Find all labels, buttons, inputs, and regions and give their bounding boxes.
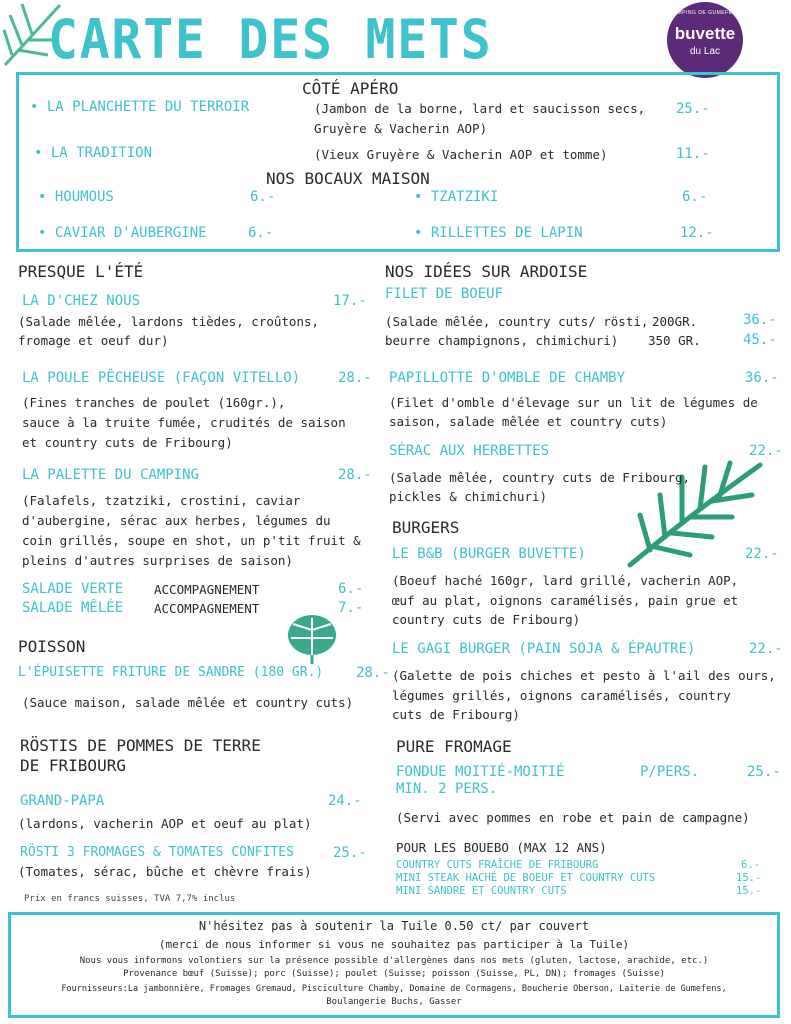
planchette-name: LA PLANCHETTE DU TERROIR bbox=[46, 99, 250, 115]
fondue-name-2: MIN. 2 PERS. bbox=[396, 781, 498, 797]
poisson-heading: POISSON bbox=[18, 637, 86, 656]
bouebo-country-name: COUNTRY CUTS FRAÎCHE DE FRIBOURG bbox=[396, 859, 599, 871]
rosti-fromages-desc: (Tomates, sérac, bûche et chèvre frais) bbox=[18, 864, 312, 879]
grandpapa-name: GRAND-PAPA bbox=[20, 793, 105, 809]
grandpapa-desc: (lardons, vacherin AOP et oeuf au plat) bbox=[18, 816, 312, 831]
page-title: CARTE DES METS bbox=[48, 8, 493, 71]
filet-weight-1: 200GR. bbox=[652, 314, 698, 329]
houmous-name: HOUMOUS bbox=[54, 189, 114, 205]
papillotte-name: PAPILLOTTE D'OMBLE DE CHAMBY bbox=[389, 370, 626, 386]
papillotte-desc-2: saison, salade mêlée et country cuts) bbox=[389, 414, 668, 429]
fondue-desc: (Servi avec pommes en robe et pain de campagne) bbox=[396, 810, 750, 825]
tzatziki-name: TZATZIKI bbox=[430, 189, 499, 205]
serac-name: SÉRAC AUX HERBETTES bbox=[389, 443, 550, 459]
rostis-heading-1: RÖSTIS DE POMMES DE TERRE bbox=[20, 736, 261, 755]
houmous-price: 6.- bbox=[250, 189, 276, 205]
serac-price: 22.- bbox=[749, 443, 783, 459]
bouebo-steak-price: 15.- bbox=[736, 872, 762, 884]
bocaux-heading: NOS BOCAUX MAISON bbox=[266, 169, 430, 188]
palette-name: LA PALETTE DU CAMPING bbox=[22, 467, 200, 483]
houmous-item: • HOUMOUS bbox=[38, 189, 114, 205]
tradition-price: 11.- bbox=[676, 146, 710, 162]
caviar-price: 6.- bbox=[248, 225, 274, 241]
serac-desc-1: (Salade mêlée, country cuts de Fribourg, bbox=[389, 470, 691, 485]
logo-main-text: buvette bbox=[674, 24, 736, 43]
planchette-price: 25.- bbox=[676, 101, 710, 117]
salade-verte-label: ACCOMPAGNEMENT bbox=[154, 582, 260, 597]
ete-heading: PRESQUE L'ÉTÉ bbox=[18, 262, 144, 281]
footer-line-1: N'hésitez pas à soutenir la Tuile 0.50 ct/ par couvert bbox=[198, 919, 590, 933]
chez-nous-price: 17.- bbox=[333, 293, 367, 309]
footer-line-4: Provenance bœuf (Suisse); porc (Suisse); poulet (Suisse; poisson (Suisse, PL, DN); fromages (Suisse) bbox=[123, 969, 665, 979]
rillettes-item: • RILLETTES DE LAPIN bbox=[414, 225, 583, 241]
rosti-fromages-name: RÖSTI 3 FROMAGES & TOMATES CONFITES bbox=[20, 845, 294, 860]
caviar-item: • CAVIAR D'AUBERGINE bbox=[38, 225, 207, 241]
planchette-desc-1: (Jambon de la borne, lard et saucisson secs, bbox=[314, 101, 646, 116]
gagi-burger-desc-1: (Galette de pois chiches et pesto à l'ail des ours, bbox=[392, 668, 776, 683]
rillettes-price: 12.- bbox=[680, 225, 714, 241]
gagi-burger-price: 22.- bbox=[749, 641, 783, 657]
bb-burger-price: 22.- bbox=[745, 546, 779, 562]
palette-desc-3: coin grillés, soupe en shot, un p'tit fruit & bbox=[22, 533, 361, 548]
logo-sub-text: du Lac bbox=[689, 46, 721, 57]
palette-desc-4: pleins d'autres surprises de saison) bbox=[22, 553, 293, 568]
planchette-desc-2: Gruyère & Vacherin AOP) bbox=[314, 121, 488, 136]
salade-verte-name: SALADE VERTE bbox=[22, 581, 124, 597]
bouebo-sandre-name: MINI SANDRE ET COUNTRY CUTS bbox=[396, 885, 567, 897]
poule-name: LA POULE PÊCHEUSE (FAÇON VITELLO) bbox=[22, 370, 301, 386]
epuisette-price: 28.- bbox=[356, 665, 390, 681]
caviar-name: CAVIAR D'AUBERGINE bbox=[54, 225, 207, 241]
planchette-item: • LA PLANCHETTE DU TERROIR bbox=[30, 99, 250, 115]
logo-top-text: CAMPING DE GUMEFENS bbox=[669, 10, 741, 16]
grandpapa-price: 24.- bbox=[328, 793, 362, 809]
chez-nous-name: LA D'CHEZ NOUS bbox=[22, 293, 141, 309]
tradition-desc: (Vieux Gruyère & Vacherin AOP et tomme) bbox=[314, 147, 608, 162]
bouebo-steak-name: MINI STEAK HACHÉ DE BOEUF ET COUNTRY CUTS bbox=[396, 872, 656, 884]
filet-desc-1: (Salade mêlée, country cuts/ rösti, bbox=[385, 314, 649, 329]
monstera-leaf-decoration bbox=[285, 610, 340, 665]
palette-desc-1: (Falafels, tzatziki, crostini, caviar bbox=[22, 493, 301, 508]
footer-line-6: Boulangerie Buchs, Gasser bbox=[326, 997, 462, 1007]
tzatziki-price: 6.- bbox=[682, 189, 708, 205]
filet-desc-2: beurre champignons, chimichuri) bbox=[385, 333, 619, 348]
burgers-heading: BURGERS bbox=[392, 518, 460, 537]
chez-nous-desc-2: fromage et oeuf dur) bbox=[18, 333, 169, 348]
ardoise-heading: NOS IDÉES SUR ARDOISE bbox=[385, 262, 588, 281]
palette-desc-2: d'aubergine, sérac aux herbes, légumes du bbox=[22, 513, 331, 528]
bb-burger-desc-3: country cuts de Fribourg) bbox=[392, 612, 581, 627]
salade-verte-price: 6.- bbox=[338, 581, 364, 597]
fondue-per-person: P/PERS. bbox=[640, 764, 700, 780]
papillotte-price: 36.- bbox=[745, 370, 779, 386]
filet-weight-2: 350 GR. bbox=[648, 333, 701, 348]
price-note: Prix en francs suisses, TVA 7,7% inclus bbox=[24, 894, 236, 904]
gagi-burger-desc-2: légumes grillés, oignons caramélisés, country bbox=[392, 688, 731, 703]
poule-price: 28.- bbox=[338, 370, 372, 386]
filet-name: FILET DE BOEUF bbox=[385, 286, 504, 302]
bouebo-country-price: 6.- bbox=[741, 859, 760, 871]
tradition-item: • LA TRADITION bbox=[34, 145, 153, 161]
chez-nous-desc-1: (Salade mêlée, lardons tièdes, croûtons, bbox=[18, 314, 320, 329]
bb-burger-desc-2: œuf au plat, oignons caramélisés, pain grue et bbox=[392, 593, 739, 608]
epuisette-desc: (Sauce maison, salade mêlée et country cuts) bbox=[22, 695, 354, 710]
fromage-heading: PURE FROMAGE bbox=[396, 737, 512, 756]
bb-burger-desc-1: (Boeuf haché 160gr, lard grillé, vacherin AOP, bbox=[392, 573, 739, 588]
papillotte-desc-1: (Filet d'omble d'élevage sur un lit de légumes de bbox=[389, 395, 758, 410]
gagi-burger-desc-3: cuts de Fribourg) bbox=[392, 707, 520, 722]
rostis-heading-2: DE FRIBOURG bbox=[20, 756, 126, 775]
fondue-name-1: FONDUE MOITIÉ-MOITIÉ bbox=[396, 764, 565, 780]
fondue-price: 25.- bbox=[747, 764, 781, 780]
salade-melee-price: 7.- bbox=[338, 600, 364, 616]
rosti-fromages-price: 25.- bbox=[333, 845, 367, 861]
salade-melee-label: ACCOMPAGNEMENT bbox=[154, 601, 260, 616]
rillettes-name: RILLETTES DE LAPIN bbox=[430, 225, 583, 241]
bb-burger-name: LE B&B (BURGER BUVETTE) bbox=[392, 546, 586, 562]
footer-line-2: (merci de nous informer si vous ne souhaitez pas participer à la Tuile) bbox=[158, 938, 630, 951]
palette-price: 28.- bbox=[338, 467, 372, 483]
filet-price-2: 45.- bbox=[743, 332, 777, 348]
poule-desc-1: (Fines tranches de poulet (160gr.), bbox=[22, 395, 286, 410]
footer-line-3: Nous vous informons volontiers sur la présence possible d'allergènes dans nos mets (gluten, lactose, arachide, etc.) bbox=[79, 956, 709, 966]
gagi-burger-name: LE GAGI BURGER (PAIN SOJA & ÉPAUTRE) bbox=[392, 641, 696, 657]
tradition-name: LA TRADITION bbox=[50, 145, 153, 161]
tzatziki-item: • TZATZIKI bbox=[414, 189, 499, 205]
salade-melee-name: SALADE MÊLÉE bbox=[22, 600, 124, 616]
bouebo-sandre-price: 15.- bbox=[736, 885, 762, 897]
apero-heading: CÔTÉ APÉRO bbox=[302, 79, 399, 98]
serac-desc-2: pickles & chimichuri) bbox=[389, 489, 548, 504]
filet-price-1: 36.- bbox=[743, 312, 777, 328]
poule-desc-2: sauce à la truite fumée, crudités de saison bbox=[22, 415, 346, 430]
epuisette-name: L'ÉPUISETTE FRITURE DE SANDRE (180 GR.) bbox=[18, 665, 324, 680]
buvette-logo bbox=[667, 2, 743, 78]
footer-line-5: Fournisseurs:La jambonnière, Fromages Gremaud, Pisciculture Chamby, Domaine de Cormagens, Boucherie Oberson, Laiterie de Gumefens, bbox=[61, 984, 727, 994]
poule-desc-3: et country cuts de Fribourg) bbox=[22, 435, 233, 450]
bouebo-heading: POUR LES BOUEBO (MAX 12 ANS) bbox=[396, 840, 607, 855]
